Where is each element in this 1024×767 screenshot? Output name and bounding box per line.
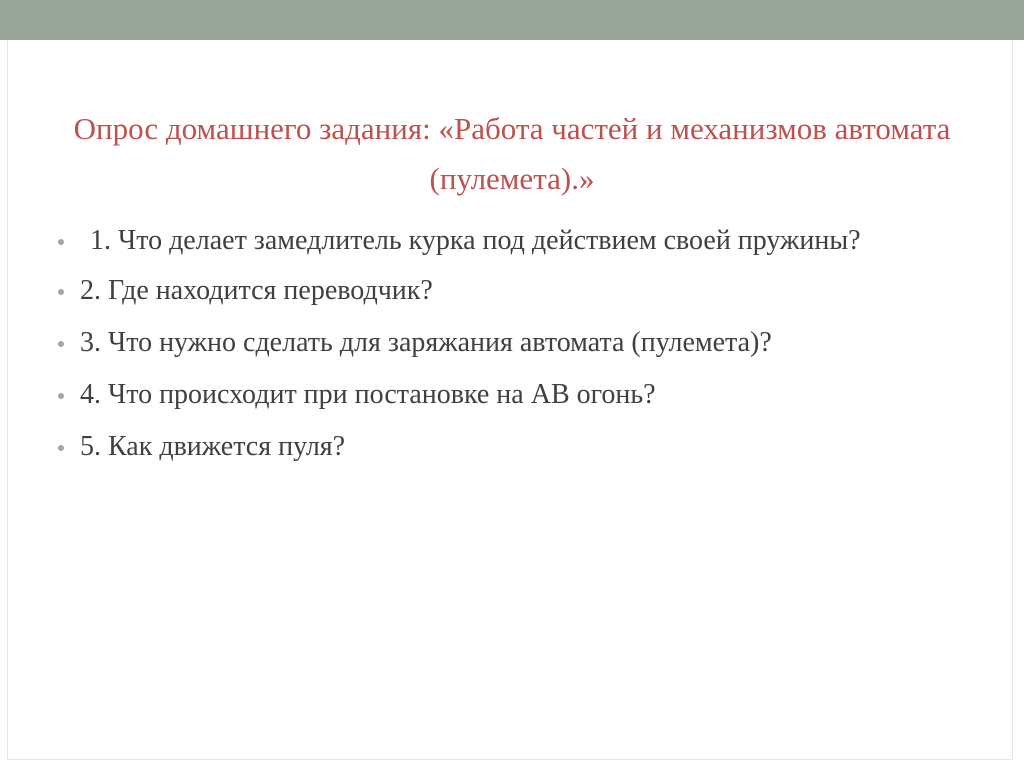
bullet-dot-icon	[58, 289, 64, 295]
top-accent-band	[0, 0, 1024, 40]
bullet-dot-icon	[58, 239, 64, 245]
bullet-list	[56, 224, 956, 482]
list-item	[56, 430, 956, 464]
list-item-text: 1. Что делает замедлитель курка под действием своей пружины?	[90, 225, 861, 256]
bullet-dot-icon	[58, 393, 64, 399]
bullet-dot-icon	[58, 445, 64, 451]
list-item	[56, 326, 956, 360]
list-item-text: 3. Что нужно сделать для заряжания автомата (пулемета)?	[80, 327, 772, 358]
bullet-dot-icon	[58, 341, 64, 347]
list-item-text: 4. Что происходит при постановке на АВ огонь?	[80, 379, 656, 410]
list-item-text: 2. Где находится переводчик?	[80, 275, 433, 306]
list-item	[56, 378, 956, 412]
list-item-text: 5. Как движется пуля?	[80, 431, 346, 462]
slide-title: Опрос домашнего задания: «Работа частей и механизмов автомата (пулемета).»	[73, 111, 951, 196]
list-item	[56, 274, 956, 308]
list-item	[56, 224, 956, 258]
